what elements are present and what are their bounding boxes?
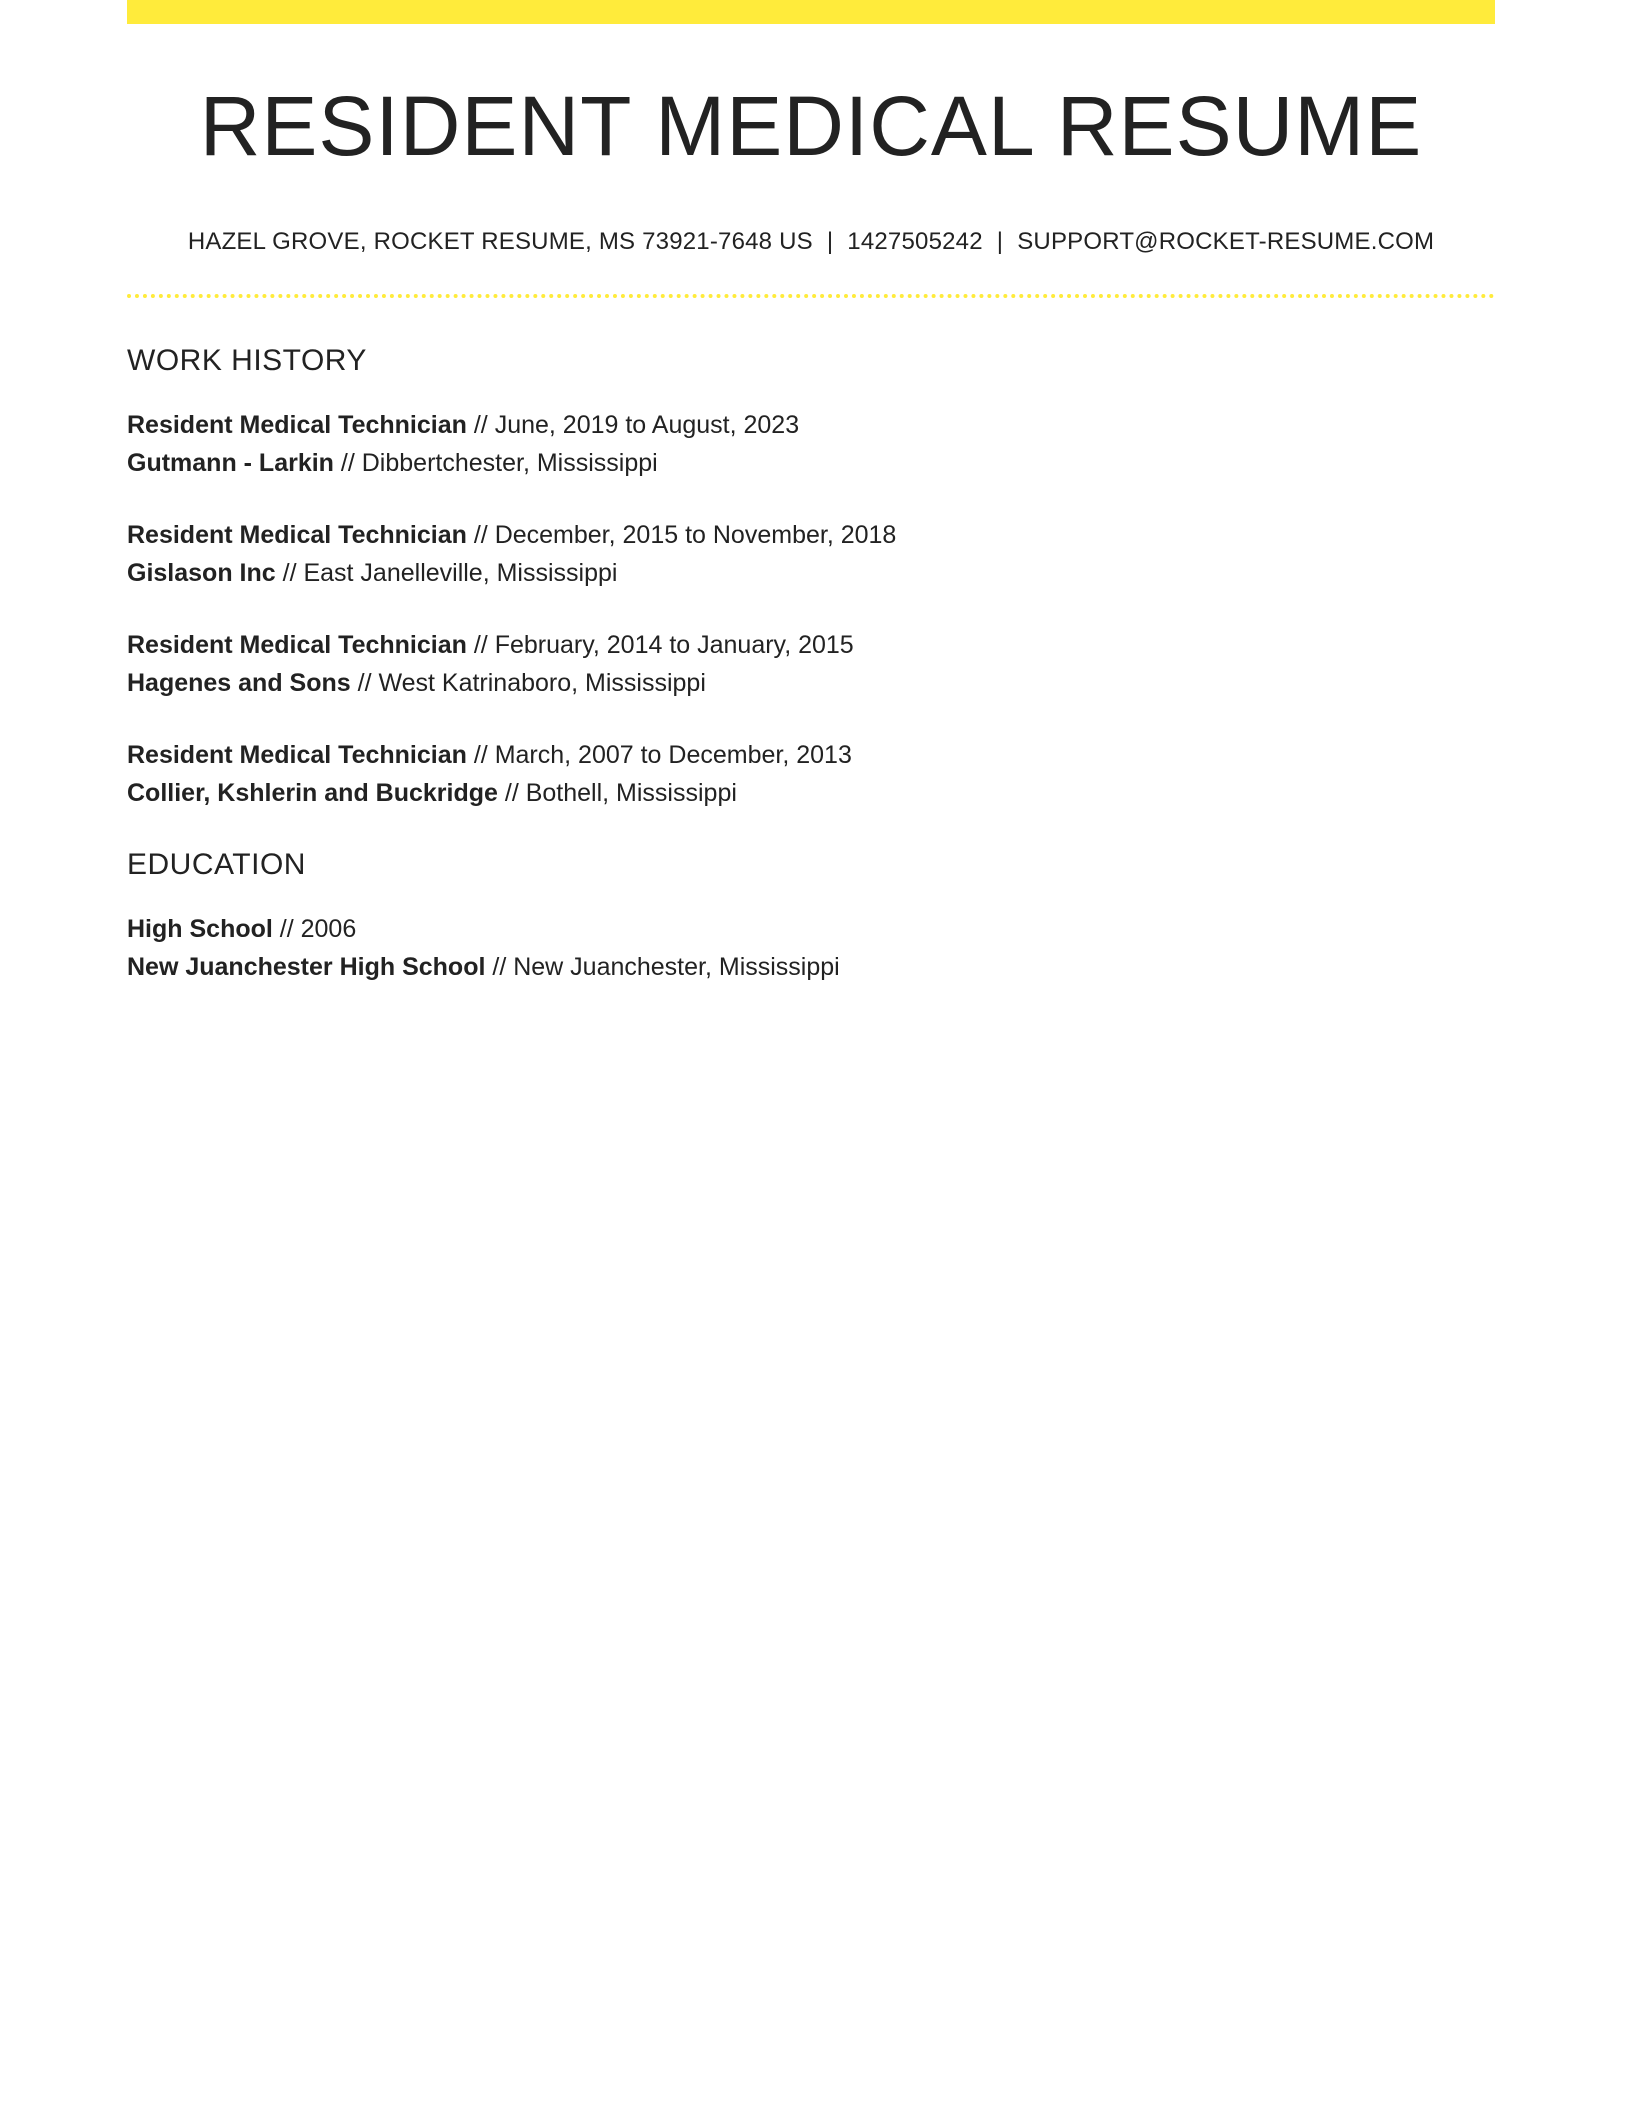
- work-entry-title-line: [127, 516, 1495, 554]
- job-position: Resident Medical Technician: [127, 411, 467, 440]
- company-name: Collier, Kshlerin and Buckridge: [127, 779, 498, 808]
- work-entry-title-line: [127, 736, 1495, 774]
- work-entry: [127, 516, 1495, 592]
- work-entry-company-line: [127, 664, 1495, 702]
- contact-address: HAZEL GROVE, ROCKET RESUME, MS 73921-7648 US: [187, 228, 813, 256]
- work-history-list: [127, 406, 1495, 812]
- education-entry: [127, 910, 1495, 986]
- education-degree-line: [127, 910, 1495, 948]
- job-dates: // February, 2014 to January, 2015: [466, 631, 854, 660]
- work-history-heading: WORK HISTORY: [127, 344, 367, 378]
- job-position: Resident Medical Technician: [127, 521, 467, 550]
- contact-phone: 1427505242: [847, 228, 983, 256]
- job-dates: // June, 2019 to August, 2023: [466, 411, 800, 440]
- work-entry-title-line: [127, 626, 1495, 664]
- job-position: Resident Medical Technician: [127, 631, 467, 660]
- degree-year: // 2006: [272, 915, 357, 944]
- resume-page: [127, 0, 1495, 986]
- school-name: New Juanchester High School: [127, 953, 486, 982]
- contact-separator: |: [826, 228, 834, 256]
- work-entry-company-line: [127, 774, 1495, 812]
- education-heading: EDUCATION: [127, 848, 306, 882]
- work-entry-title-line: [127, 406, 1495, 444]
- education-school-line: [127, 948, 1495, 986]
- job-dates: // March, 2007 to December, 2013: [466, 741, 852, 770]
- accent-bar: [127, 0, 1495, 24]
- company-name: Gutmann - Larkin: [127, 449, 334, 478]
- company-location: // Dibbertchester, Mississippi: [333, 449, 658, 478]
- company-name: Hagenes and Sons: [127, 669, 351, 698]
- work-entry: [127, 406, 1495, 482]
- work-entry: [127, 736, 1495, 812]
- company-location: // East Janelleville, Mississippi: [275, 559, 618, 588]
- contact-email: SUPPORT@ROCKET-RESUME.COM: [1017, 228, 1435, 256]
- contact-separator: |: [996, 228, 1004, 256]
- job-position: Resident Medical Technician: [127, 741, 467, 770]
- education-list: [127, 910, 1495, 986]
- degree-name: High School: [127, 915, 273, 944]
- company-location: // Bothell, Mississippi: [497, 779, 737, 808]
- company-location: // West Katrinaboro, Mississippi: [350, 669, 706, 698]
- resume-title: RESIDENT MEDICAL RESUME: [199, 79, 1423, 173]
- dotted-divider: [127, 294, 1495, 298]
- school-location: // New Juanchester, Mississippi: [485, 953, 840, 982]
- company-name: Gislason Inc: [127, 559, 276, 588]
- work-entry-company-line: [127, 444, 1495, 482]
- job-dates: // December, 2015 to November, 2018: [466, 521, 897, 550]
- work-entry-company-line: [127, 554, 1495, 592]
- work-entry: [127, 626, 1495, 702]
- contact-info: [127, 228, 1495, 256]
